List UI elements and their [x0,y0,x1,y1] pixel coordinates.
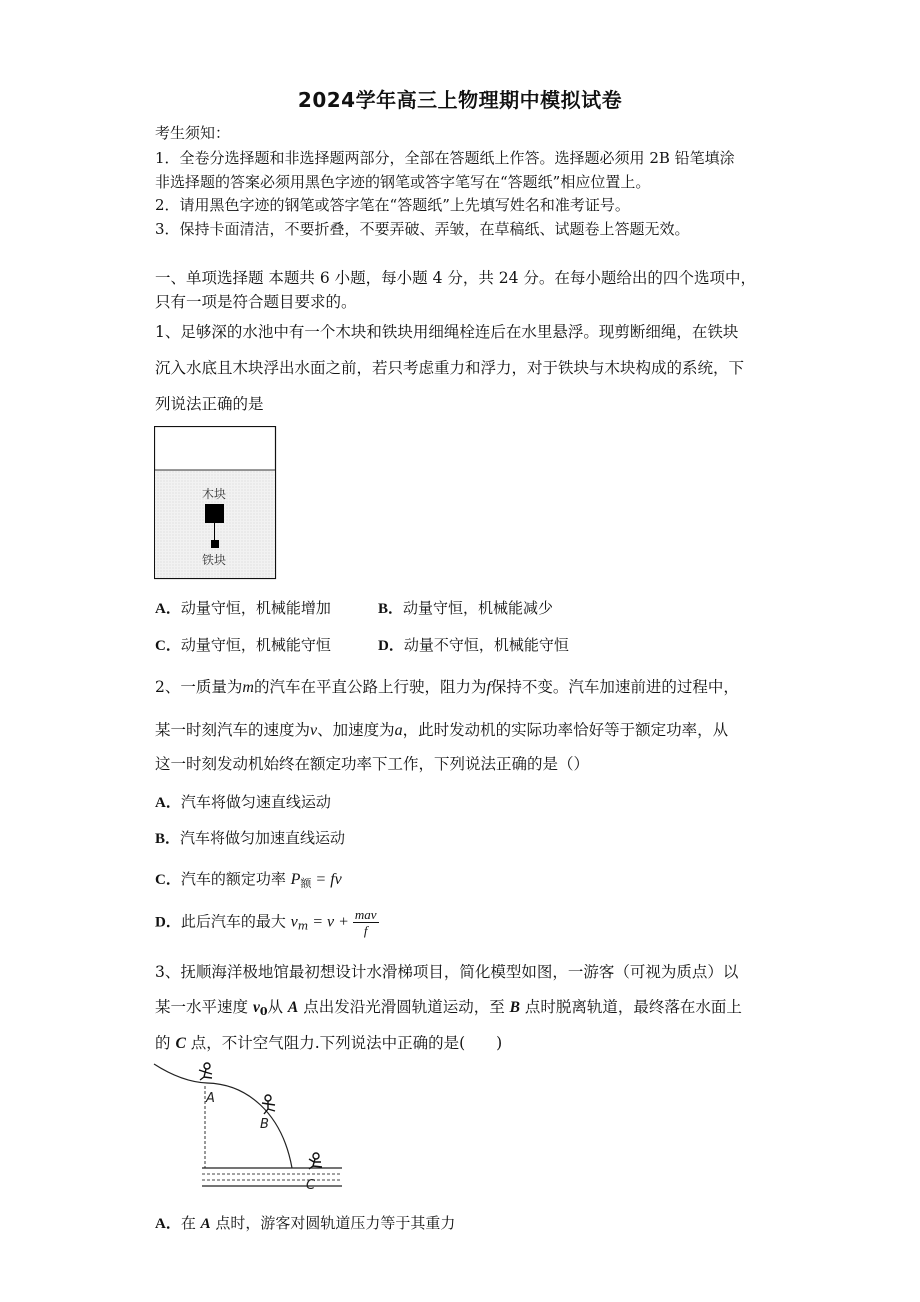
question-1-text: 沉入水底且木块浮出水面之前，若只考虑重力和浮力，对于铁块与木块构成的系统，下 [155,359,745,377]
person-b-icon [262,1095,275,1114]
page-title: 2024学年高三上物理期中模拟试卷 [297,88,623,112]
slide-track [154,1064,292,1168]
q2-option-d: D．此后汽车的最大 $v_m = v$ + $\frac{\text{mav}}{f}$ [155,907,377,938]
question-2-text: 某一时刻汽车的速度为v、加速度为a，此时发动机的实际功率恰好等于额定功率，从 [155,721,729,739]
wood-block [205,504,224,523]
person-a-icon [199,1063,212,1080]
question-3-text: 的 C 点，不计空气阻力.下列说法中正确的是( ) [155,1034,503,1052]
notice-item: 2．请用黑色字迹的钢笔或答字笔在“答题纸”上先填写姓名和准考证号。 [155,196,630,214]
notice-item: 1．全卷分选择题和非选择题两部分，全部在答题纸上作答。选择题必须用 2B 铅笔填涂 [155,149,735,167]
question-2-text: 2、一质量为m的汽车在平直公路上行驶，阻力为f保持不变。汽车加速前进的过程中， [155,678,739,696]
question-3-text: 3、抚顺海洋极地馆最初想设计水滑梯项目，简化模型如图，一游客（可视为质点）以 [155,963,739,981]
label-c: C [306,1178,316,1193]
water-tank-figure [154,426,278,582]
q2-option-b: B．汽车将做匀加速直线运动 [155,829,346,847]
label-a: A [206,1091,215,1106]
person-c-icon [309,1153,322,1169]
q3-option-a: A．在 A 点时，游客对圆轨道压力等于其重力 [155,1214,456,1232]
notice-heading: 考生须知： [155,124,231,142]
question-3-text: 某一水平速度 $v_0$从 A 点出发沿光滑圆轨道运动，至 B 点时脱离轨道，最终落在水面上 [155,998,742,1018]
section-heading-cont: 只有一项是符合题目要求的。 [155,293,357,311]
question-2-text: 这一时刻发动机始终在额定功率下工作，下列说法正确的是（） [155,755,590,773]
iron-label: 铁块 [201,553,227,567]
q1-option-c: C．动量守恒，机械能守恒 [155,636,331,654]
section-heading: 一、单项选择题 本题共 6 小题，每小题 4 分，共 24 分。在每小题给出的四个选项中， [155,269,756,287]
q2-option-a: A．汽车将做匀速直线运动 [155,793,331,811]
q1-option-b: B．动量守恒，机械能减少 [378,599,554,617]
iron-block [211,540,219,548]
question-1-text: 列说法正确的是 [155,395,264,413]
q1-option-d: D．动量不守恒，机械能守恒 [378,636,569,654]
wood-label: 木块 [201,487,227,501]
label-b: B [260,1117,269,1132]
question-1-text: 1、足够深的水池中有一个木块和铁块用细绳栓连后在水里悬浮。现剪断细绳，在铁块 [155,323,739,341]
fraction: $\frac{\text{mav}}{f}$ [354,907,377,938]
notice-item: 3．保持卡面清洁，不要折叠，不要弄破、弄皱，在草稿纸、试题卷上答题无效。 [155,220,690,238]
q2-option-c: C．汽车的额定功率 $P_额$ = fv [155,870,342,890]
notice-item: 非选择题的答案必须用黑色字迹的钢笔或答字笔写在“答题纸”相应位置上。 [155,173,651,191]
q1-option-a: A．动量守恒，机械能增加 [155,599,331,617]
water-slide-figure [152,1058,348,1194]
